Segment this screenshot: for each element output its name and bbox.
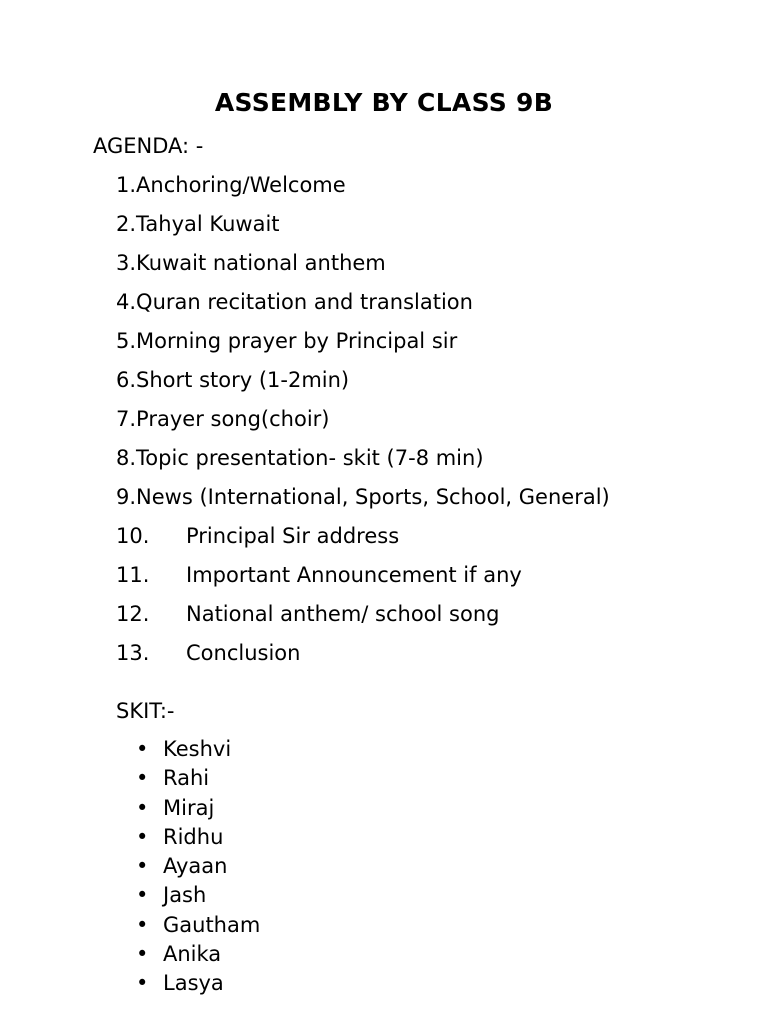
agenda-item-text: Topic presentation- skit (7-8 min) — [136, 446, 484, 470]
bullet-icon: • — [136, 971, 149, 996]
agenda-item-text: National anthem/ school song — [186, 602, 500, 626]
agenda-item-text: Quran recitation and translation — [136, 290, 473, 314]
agenda-item-number: 6. — [116, 368, 137, 392]
agenda-item-number: 5. — [116, 329, 137, 353]
agenda-item-text: Morning prayer by Principal sir — [136, 329, 458, 353]
skit-member — [136, 852, 260, 881]
bullet-icon: • — [136, 854, 149, 879]
agenda-item — [116, 287, 610, 326]
bullet-icon: • — [136, 795, 149, 820]
agenda-item-number: 4. — [116, 290, 137, 314]
skit-member-name: Ayaan — [163, 854, 228, 879]
agenda-item — [116, 560, 610, 599]
agenda-item-number: 12. — [116, 602, 150, 626]
agenda-item-text: Principal Sir address — [186, 524, 400, 548]
agenda-item-number: 11. — [116, 563, 150, 587]
agenda-item — [116, 326, 610, 365]
agenda-item — [116, 209, 610, 248]
skit-member — [136, 969, 260, 998]
agenda-item-text: Tahyal Kuwait — [136, 212, 280, 236]
bullet-icon: • — [136, 824, 149, 849]
skit-member-name: Ridhu — [163, 824, 224, 849]
skit-member-name: Rahi — [163, 766, 210, 791]
skit-member — [136, 911, 260, 940]
agenda-item-text: Short story (1-2min) — [136, 368, 350, 392]
skit-heading: SKIT:- — [116, 699, 175, 723]
skit-member-list — [136, 735, 260, 999]
agenda-item — [116, 443, 610, 482]
skit-member — [136, 764, 260, 793]
bullet-icon: • — [136, 737, 149, 761]
agenda-item-text: News (International, Sports, School, General) — [136, 485, 610, 509]
agenda-item-number: 10. — [116, 524, 150, 548]
bullet-icon: • — [136, 942, 149, 967]
skit-member-name: Jash — [163, 883, 207, 908]
bullet-icon: • — [136, 766, 149, 791]
document-title: ASSEMBLY BY CLASS 9B — [214, 88, 554, 117]
skit-member — [136, 735, 260, 764]
bullet-icon: • — [136, 912, 149, 937]
skit-member-name: Gautham — [163, 912, 261, 937]
agenda-item — [116, 170, 610, 209]
skit-member — [136, 881, 260, 910]
skit-member-name: Keshvi — [163, 737, 232, 761]
agenda-item — [116, 521, 610, 560]
agenda-item-number: 2. — [116, 212, 137, 236]
skit-member-name: Anika — [163, 942, 222, 967]
agenda-item-text: Important Announcement if any — [186, 563, 522, 587]
skit-member-name: Lasya — [163, 971, 224, 996]
agenda-item-text: Conclusion — [186, 641, 301, 665]
agenda-item-number: 13. — [116, 641, 150, 665]
agenda-item — [116, 365, 610, 404]
bullet-icon: • — [136, 883, 149, 908]
skit-member — [136, 794, 260, 823]
agenda-item-text: Kuwait national anthem — [136, 251, 386, 275]
skit-member — [136, 823, 260, 852]
agenda-item-number: 3. — [116, 251, 137, 275]
skit-member — [136, 940, 260, 969]
skit-member-name: Miraj — [163, 795, 215, 820]
agenda-item-text: Prayer song(choir) — [136, 407, 330, 431]
agenda-item — [116, 482, 610, 521]
agenda-item-number: 7. — [116, 407, 137, 431]
agenda-item-number: 9. — [116, 485, 137, 509]
agenda-list — [116, 170, 610, 677]
agenda-item — [116, 599, 610, 638]
agenda-item-number: 8. — [116, 446, 137, 470]
agenda-item-number: 1. — [116, 173, 137, 197]
agenda-item — [116, 248, 610, 287]
agenda-item-text: Anchoring/Welcome — [136, 173, 346, 197]
agenda-item — [116, 404, 610, 443]
agenda-heading: AGENDA: - — [93, 134, 204, 158]
agenda-item — [116, 638, 610, 677]
